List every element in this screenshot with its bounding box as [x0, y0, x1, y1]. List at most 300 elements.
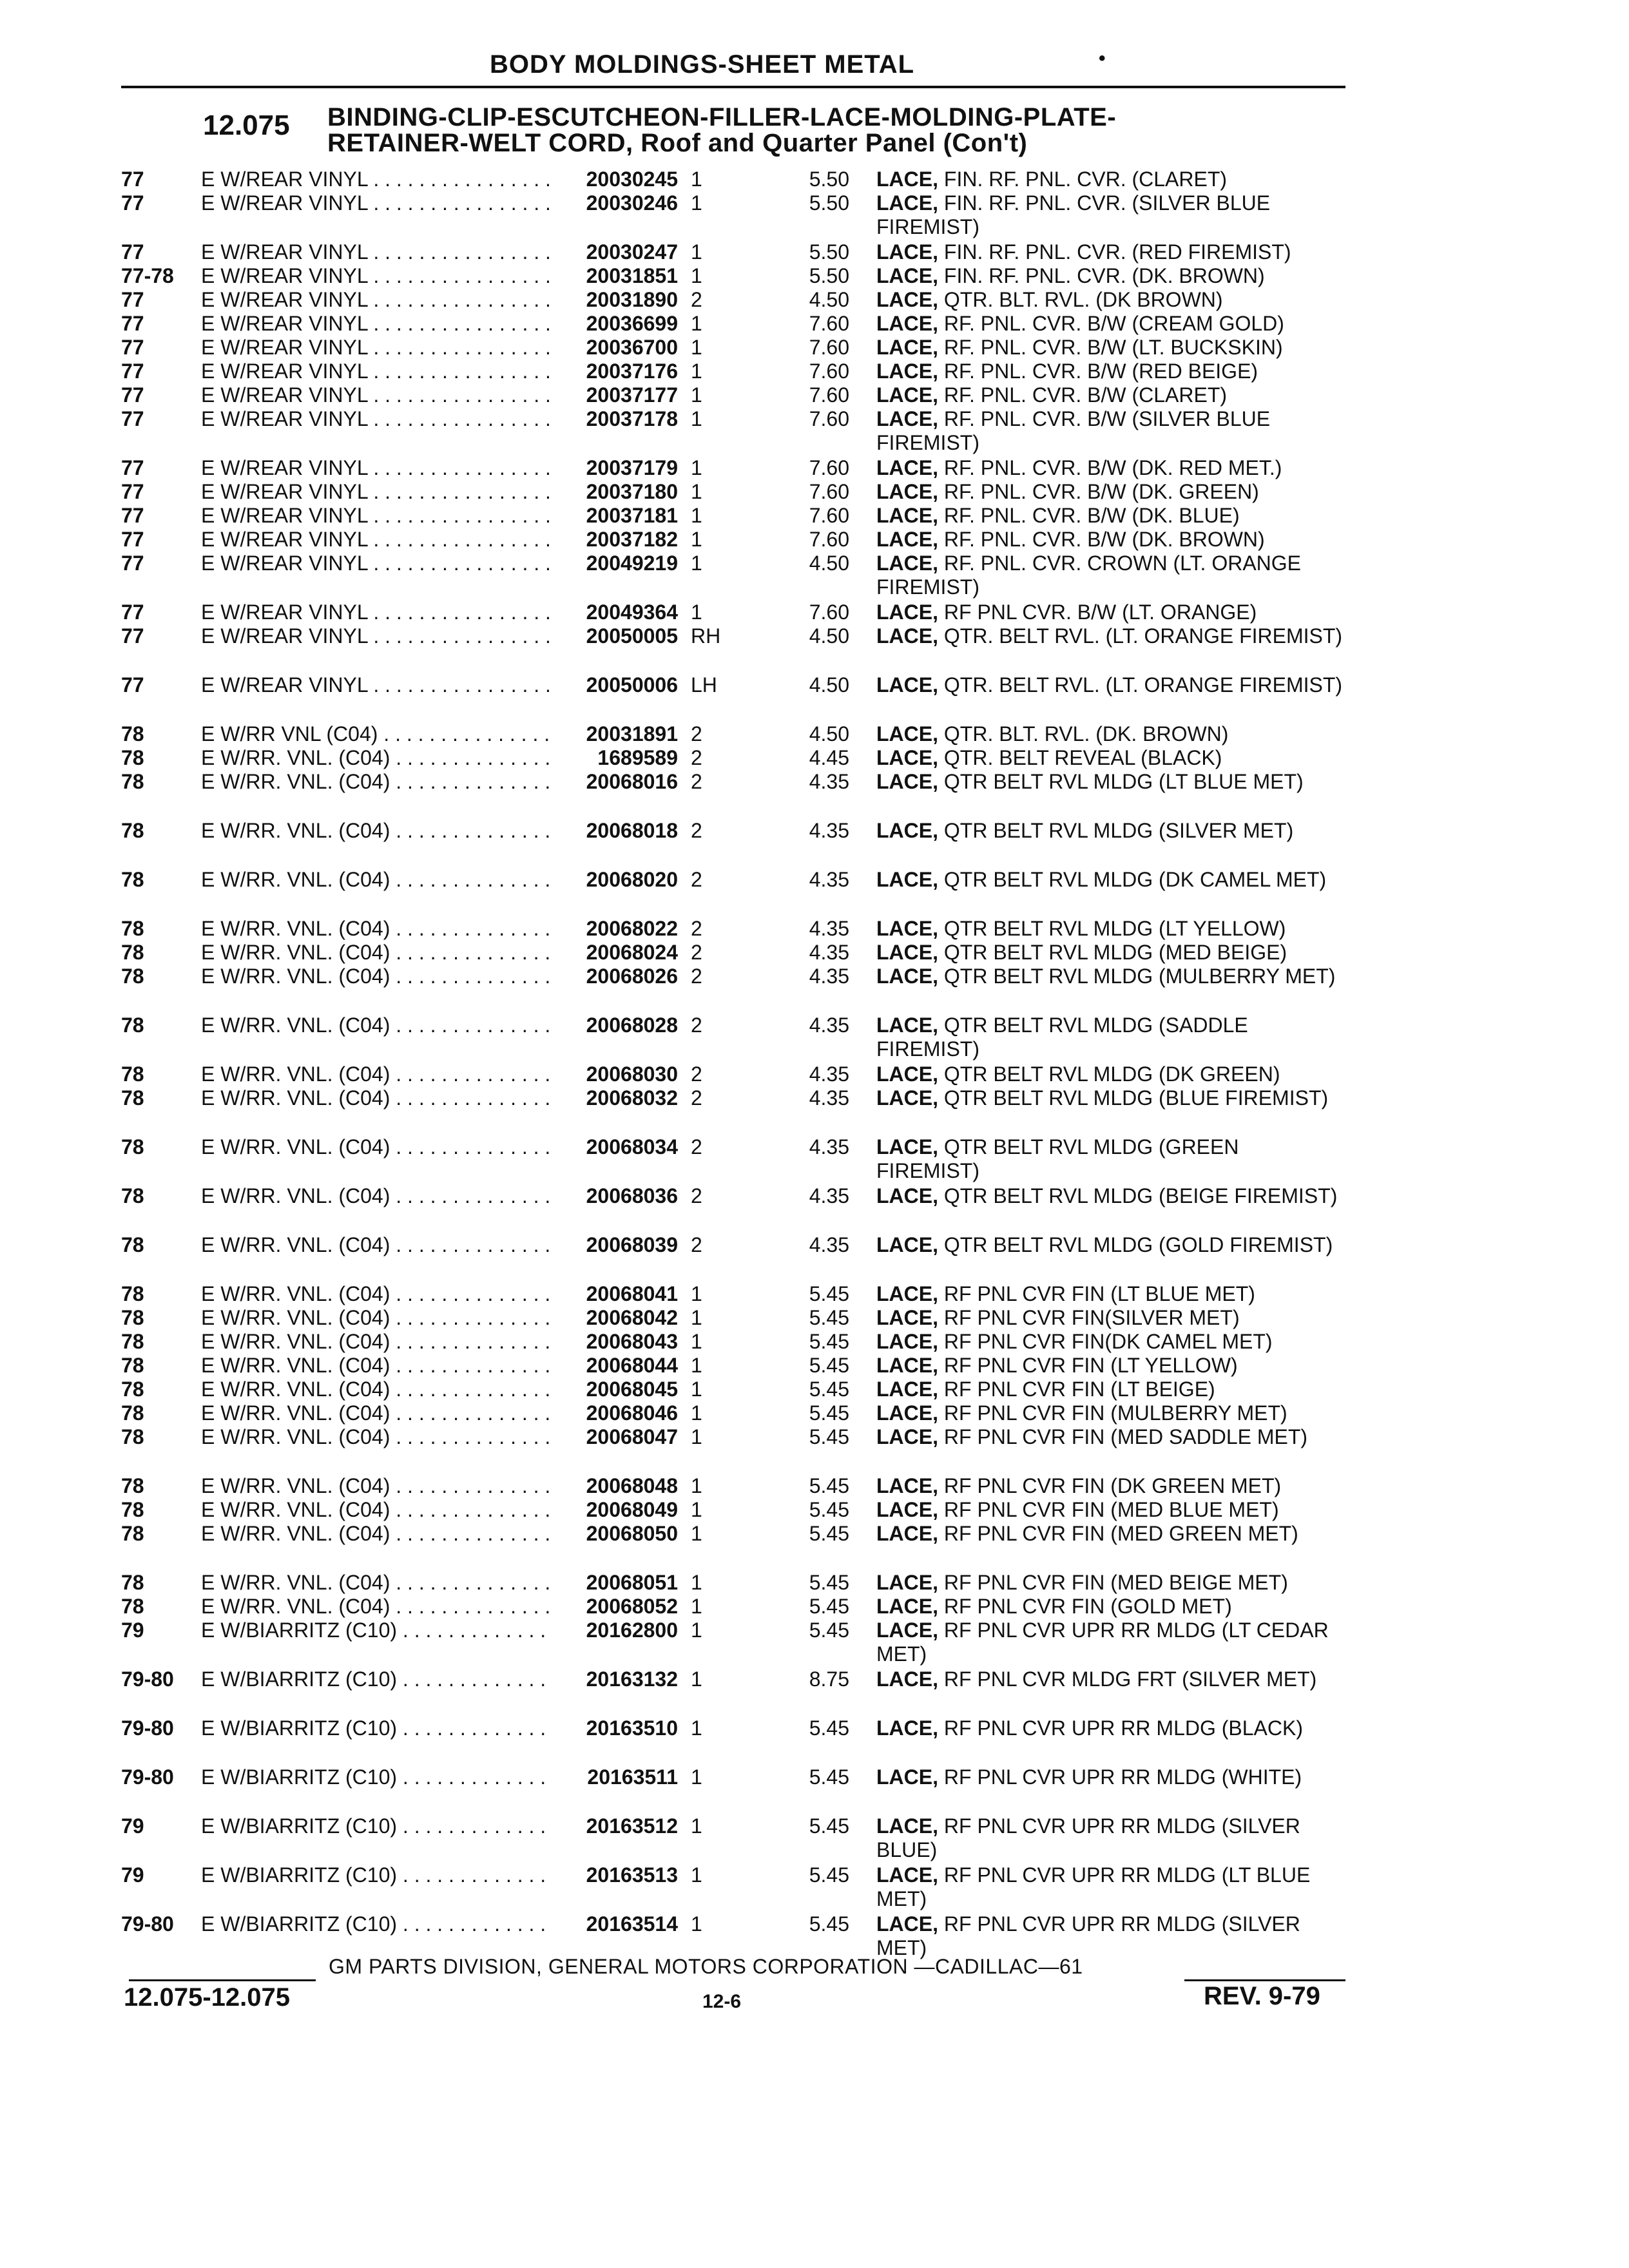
note-cell: E W/REAR VINYL . . . [201, 312, 549, 336]
note-cell: E W/REAR VINYL . . . [201, 360, 549, 383]
page-header-title: BODY MOLDINGS-SHEET METAL [490, 50, 915, 79]
description-cell: LACE, QTR BELT RVL MLDG (SILVER MET) [876, 819, 1294, 842]
quantity-cell: 1 [691, 1354, 702, 1377]
note-cell: E W/REAR VINYL . . . [201, 191, 549, 215]
part-number-cell: 20068049 [555, 1498, 678, 1522]
note-cell: E W/REAR VINYL . . . [201, 383, 549, 407]
note-cell: E W/REAR VINYL . . . [201, 480, 549, 504]
section-number: 12.075 [203, 110, 290, 141]
note-cell: E W/RR. VNL. (C04) . . . [201, 1474, 549, 1498]
note-cell: E W/RR. VNL. (C04) . . . [201, 941, 549, 965]
year-cell: 77 [121, 383, 144, 407]
note-cell: E W/BIARRITZ (C10) . . . [201, 1667, 549, 1691]
price-cell: 5.45 [809, 1401, 849, 1425]
quantity-cell: 2 [691, 288, 702, 311]
part-number-cell: 20050006 [555, 673, 678, 697]
description-cell: LACE, RF. PNL. CVR. B/W (CREAM GOLD) [876, 312, 1284, 335]
footer-rule-left [129, 1979, 316, 1981]
description-cell: LACE, RF PNL CVR UPR RR MLDG (BLACK) [876, 1716, 1303, 1740]
part-number-cell: 20163513 [555, 1863, 678, 1887]
year-cell: 78 [121, 1401, 144, 1425]
part-number-cell: 20031891 [555, 722, 678, 746]
price-cell: 4.35 [809, 1014, 849, 1037]
part-number-cell: 20162800 [555, 1619, 678, 1642]
part-number-cell: 20031851 [555, 264, 678, 288]
description-cell: LACE, RF PNL CVR FIN(SILVER MET) [876, 1306, 1240, 1329]
part-number-cell: 20068046 [555, 1401, 678, 1425]
note-cell: E W/REAR VINYL . . . [201, 552, 549, 575]
note-cell: E W/RR. VNL. (C04) . . . [201, 746, 549, 770]
year-cell: 78 [121, 722, 144, 745]
part-number-cell: 20068026 [555, 965, 678, 988]
note-cell: E W/RR. VNL. (C04) . . . [201, 965, 549, 988]
price-cell: 8.75 [809, 1667, 849, 1691]
quantity-cell: 2 [691, 770, 702, 793]
year-cell: 78 [121, 1062, 144, 1086]
note-cell: E W/RR. VNL. (C04) . . . [201, 1522, 549, 1546]
header-mark: • [1099, 48, 1106, 69]
quantity-cell: 2 [691, 965, 702, 988]
quantity-cell: 1 [691, 312, 702, 335]
quantity-cell: 1 [691, 240, 702, 264]
part-number-cell: 20049364 [555, 601, 678, 624]
description-cell: LACE, RF. PNL. CVR. B/W (RED BEIGE) [876, 360, 1258, 383]
description-cell: LACE, RF. PNL. CVR. CROWN (LT. ORANGE FIREMIST) [876, 552, 1302, 599]
quantity-cell: 1 [691, 1863, 702, 1887]
year-cell: 79-80 [121, 1716, 174, 1740]
price-cell: 4.35 [809, 941, 849, 964]
description-cell: LACE, RF. PNL. CVR. B/W (LT. BUCKSKIN) [876, 336, 1283, 359]
price-cell: 7.60 [809, 312, 849, 335]
description-cell: LACE, RF PNL CVR UPR RR MLDG (SILVER BLUE) [876, 1814, 1300, 1861]
price-cell: 4.35 [809, 965, 849, 988]
quantity-cell: 1 [691, 168, 702, 191]
footer-section-range: 12.075-12.075 [124, 1983, 291, 2012]
description-cell: LACE, QTR BELT RVL MLDG (GOLD FIREMIST) [876, 1233, 1333, 1256]
note-cell: E W/RR. VNL. (C04) . . . [201, 1401, 549, 1425]
part-number-cell: 20068018 [555, 819, 678, 843]
quantity-cell: 1 [691, 1571, 702, 1594]
note-cell: E W/RR. VNL. (C04) . . . [201, 1595, 549, 1619]
note-cell: E W/RR. VNL. (C04) . . . [201, 917, 549, 941]
price-cell: 4.35 [809, 1135, 849, 1158]
part-number-cell: 20163511 [555, 1765, 678, 1789]
note-cell: E W/RR. VNL. (C04) . . . [201, 1571, 549, 1595]
price-cell: 7.60 [809, 456, 849, 479]
quantity-cell: 1 [691, 1814, 702, 1838]
note-cell: E W/REAR VINYL . . . [201, 528, 549, 552]
description-cell: LACE, RF PNL CVR UPR RR MLDG (SILVER MET) [876, 1912, 1300, 1959]
part-number-cell: 20163514 [555, 1912, 678, 1936]
quantity-cell: 2 [691, 1233, 702, 1256]
description-cell: LACE, FIN. RF. PNL. CVR. (CLARET) [876, 168, 1228, 191]
year-cell: 78 [121, 1086, 144, 1110]
price-cell: 5.50 [809, 264, 849, 287]
note-cell: E W/REAR VINYL . . . [201, 168, 549, 191]
year-cell: 77 [121, 407, 144, 430]
description-cell: LACE, RF PNL CVR FIN (LT YELLOW) [876, 1354, 1238, 1377]
part-number-cell: 20030246 [555, 191, 678, 215]
quantity-cell: 2 [691, 1135, 702, 1158]
year-cell: 77 [121, 191, 144, 215]
description-cell: LACE, QTR. BELT RVL. (LT. ORANGE FIREMIST) [876, 673, 1343, 697]
year-cell: 77 [121, 504, 144, 527]
description-cell: LACE, RF. PNL. CVR. B/W (SILVER BLUE FIREMIST) [876, 407, 1271, 454]
price-cell: 4.35 [809, 1086, 849, 1110]
year-cell: 79 [121, 1814, 144, 1838]
quantity-cell: 2 [691, 746, 702, 769]
price-cell: 5.45 [809, 1474, 849, 1497]
price-cell: 7.60 [809, 528, 849, 551]
description-cell: LACE, FIN. RF. PNL. CVR. (SILVER BLUE FIREMIST) [876, 191, 1271, 238]
note-cell: E W/REAR VINYL . . . [201, 264, 549, 288]
quantity-cell: 1 [691, 360, 702, 383]
note-cell: E W/RR. VNL. (C04) . . . [201, 868, 549, 892]
note-cell: E W/BIARRITZ (C10) . . . [201, 1814, 549, 1838]
price-cell: 5.45 [809, 1814, 849, 1838]
note-cell: E W/REAR VINYL . . . [201, 407, 549, 431]
part-number-cell: 20030247 [555, 240, 678, 264]
year-cell: 78 [121, 1233, 144, 1256]
description-cell: LACE, FIN. RF. PNL. CVR. (DK. BROWN) [876, 264, 1265, 287]
description-cell: LACE, RF. PNL. CVR. B/W (DK. GREEN) [876, 480, 1259, 503]
price-cell: 5.45 [809, 1571, 849, 1594]
quantity-cell: 1 [691, 528, 702, 551]
note-cell: E W/REAR VINYL . . . [201, 288, 549, 312]
year-cell: 78 [121, 917, 144, 940]
part-number-cell: 20068032 [555, 1086, 678, 1110]
year-cell: 77 [121, 624, 144, 648]
description-cell: LACE, RF. PNL. CVR. B/W (DK. RED MET.) [876, 456, 1282, 479]
year-cell: 77 [121, 552, 144, 575]
price-cell: 5.45 [809, 1306, 849, 1329]
price-cell: 7.60 [809, 360, 849, 383]
price-cell: 4.35 [809, 1062, 849, 1086]
note-cell: E W/REAR VINYL . . . [201, 240, 549, 264]
part-number-cell: 20068042 [555, 1306, 678, 1330]
quantity-cell: 1 [691, 1282, 702, 1305]
price-cell: 4.35 [809, 770, 849, 793]
note-cell: E W/RR. VNL. (C04) . . . [201, 819, 549, 843]
price-cell: 5.45 [809, 1282, 849, 1305]
year-cell: 77 [121, 480, 144, 503]
year-cell: 77 [121, 673, 144, 697]
note-cell: E W/BIARRITZ (C10) . . . [201, 1912, 549, 1936]
part-number-cell: 20037181 [555, 504, 678, 528]
price-cell: 5.45 [809, 1912, 849, 1936]
note-cell: E W/RR. VNL. (C04) . . . [201, 1378, 549, 1401]
quantity-cell: 1 [691, 1401, 702, 1425]
quantity-cell: 2 [691, 1086, 702, 1110]
quantity-cell: 1 [691, 1425, 702, 1448]
year-cell: 78 [121, 1595, 144, 1618]
quantity-cell: 1 [691, 407, 702, 430]
note-cell: E W/REAR VINYL . . . [201, 601, 549, 624]
description-cell: LACE, RF PNL CVR FIN (MED BLUE MET) [876, 1498, 1279, 1521]
description-cell: LACE, RF PNL CVR FIN (MED BEIGE MET) [876, 1571, 1288, 1594]
footer-rule-right [1184, 1979, 1345, 1981]
quantity-cell: 1 [691, 1330, 702, 1353]
part-number-cell: 20068047 [555, 1425, 678, 1449]
description-cell: LACE, RF PNL CVR FIN (DK GREEN MET) [876, 1474, 1282, 1497]
part-number-cell: 20068050 [555, 1522, 678, 1546]
note-cell: E W/RR. VNL. (C04) . . . [201, 1330, 549, 1354]
year-cell: 78 [121, 746, 144, 769]
part-number-cell: 20068045 [555, 1378, 678, 1401]
price-cell: 5.45 [809, 1330, 849, 1353]
note-cell: E W/BIARRITZ (C10) . . . [201, 1619, 549, 1642]
part-number-cell: 20068044 [555, 1354, 678, 1378]
quantity-cell: 1 [691, 1498, 702, 1521]
price-cell: 5.45 [809, 1354, 849, 1377]
part-number-cell: 20068043 [555, 1330, 678, 1354]
price-cell: 5.45 [809, 1619, 849, 1642]
year-cell: 79-80 [121, 1912, 174, 1936]
note-cell: E W/RR. VNL. (C04) . . . [201, 1184, 549, 1208]
quantity-cell: 2 [691, 1062, 702, 1086]
description-cell: LACE, QTR BELT RVL MLDG (LT BLUE MET) [876, 770, 1304, 793]
description-cell: LACE, RF PNL CVR FIN (LT BLUE MET) [876, 1282, 1255, 1305]
price-cell: 5.45 [809, 1716, 849, 1740]
year-cell: 78 [121, 941, 144, 964]
part-number-cell: 20068048 [555, 1474, 678, 1498]
description-cell: LACE, QTR. BLT. RVL. (DK. BROWN) [876, 722, 1229, 745]
price-cell: 4.35 [809, 868, 849, 891]
quantity-cell: 1 [691, 1306, 702, 1329]
year-cell: 78 [121, 1135, 144, 1158]
part-number-cell: 20163132 [555, 1667, 678, 1691]
price-cell: 5.45 [809, 1765, 849, 1789]
description-cell: LACE, RF PNL CVR MLDG FRT (SILVER MET) [876, 1667, 1317, 1691]
price-cell: 5.45 [809, 1378, 849, 1401]
year-cell: 77 [121, 528, 144, 551]
description-cell: LACE, RF PNL CVR UPR RR MLDG (LT BLUE MET) [876, 1863, 1311, 1910]
part-number-cell: 20068016 [555, 770, 678, 794]
year-cell: 77 [121, 288, 144, 311]
note-cell: E W/RR. VNL. (C04) . . . [201, 1306, 549, 1330]
quantity-cell: 2 [691, 1014, 702, 1037]
part-number-cell: 1689589 [555, 746, 678, 770]
description-cell: LACE, FIN. RF. PNL. CVR. (RED FIREMIST) [876, 240, 1291, 264]
year-cell: 77 [121, 360, 144, 383]
year-cell: 78 [121, 1014, 144, 1037]
quantity-cell: 2 [691, 819, 702, 842]
quantity-cell: 1 [691, 1619, 702, 1642]
price-cell: 4.50 [809, 624, 849, 648]
footer-revision: REV. 9-79 [1204, 1982, 1320, 2010]
description-cell: LACE, RF PNL CVR UPR RR MLDG (WHITE) [876, 1765, 1302, 1789]
description-cell: LACE, RF. PNL. CVR. B/W (CLARET) [876, 383, 1228, 407]
description-cell: LACE, RF. PNL. CVR. B/W (DK. BROWN) [876, 528, 1265, 551]
description-cell: LACE, QTR BELT RVL MLDG (MULBERRY MET) [876, 965, 1336, 988]
description-cell: LACE, QTR BELT RVL MLDG (MED BEIGE) [876, 941, 1287, 964]
part-number-cell: 20163510 [555, 1716, 678, 1740]
part-number-cell: 20030245 [555, 168, 678, 191]
quantity-cell: 1 [691, 552, 702, 575]
description-cell: LACE, QTR BELT RVL MLDG (SADDLE FIREMIST) [876, 1014, 1248, 1061]
part-number-cell: 20037180 [555, 480, 678, 504]
year-cell: 78 [121, 1498, 144, 1521]
part-number-cell: 20068028 [555, 1014, 678, 1037]
quantity-cell: LH [691, 673, 717, 697]
price-cell: 5.45 [809, 1522, 849, 1545]
year-cell: 77 [121, 240, 144, 264]
part-number-cell: 20037177 [555, 383, 678, 407]
part-number-cell: 20068039 [555, 1233, 678, 1257]
header-rule [121, 86, 1345, 88]
price-cell: 4.35 [809, 1184, 849, 1207]
quantity-cell: 1 [691, 1378, 702, 1401]
note-cell: E W/REAR VINYL . . . [201, 336, 549, 360]
quantity-cell: 2 [691, 868, 702, 891]
section-title-line1: BINDING-CLIP-ESCUTCHEON-FILLER-LACE-MOLDING-PLATE- [327, 103, 1117, 131]
price-cell: 5.50 [809, 168, 849, 191]
part-number-cell: 20068030 [555, 1062, 678, 1086]
description-cell: LACE, QTR BELT RVL MLDG (DK GREEN) [876, 1062, 1280, 1086]
year-cell: 77 [121, 601, 144, 624]
description-cell: LACE, RF PNL CVR FIN (MED GREEN MET) [876, 1522, 1298, 1545]
note-cell: E W/RR. VNL. (C04) . . . [201, 1282, 549, 1306]
year-cell: 77 [121, 312, 144, 335]
year-cell: 78 [121, 965, 144, 988]
description-cell: LACE, RF PNL CVR FIN (LT BEIGE) [876, 1378, 1215, 1401]
year-cell: 78 [121, 1474, 144, 1497]
note-cell: E W/RR. VNL. (C04) . . . [201, 1354, 549, 1378]
part-number-cell: 20050005 [555, 624, 678, 648]
price-cell: 4.50 [809, 722, 849, 745]
quantity-cell: 1 [691, 601, 702, 624]
quantity-cell: 1 [691, 1474, 702, 1497]
year-cell: 78 [121, 1354, 144, 1377]
description-cell: LACE, QTR. BLT. RVL. (DK BROWN) [876, 288, 1223, 311]
year-cell: 78 [121, 1330, 144, 1353]
part-number-cell: 20037182 [555, 528, 678, 552]
note-cell: E W/BIARRITZ (C10) . . . [201, 1716, 549, 1740]
description-cell: LACE, RF. PNL. CVR. B/W (DK. BLUE) [876, 504, 1240, 527]
quantity-cell: 1 [691, 1522, 702, 1545]
year-cell: 77 [121, 168, 144, 191]
description-cell: LACE, QTR BELT RVL MLDG (BLUE FIREMIST) [876, 1086, 1329, 1110]
price-cell: 4.35 [809, 917, 849, 940]
description-cell: LACE, QTR. BELT RVL. (LT. ORANGE FIREMIST) [876, 624, 1343, 648]
year-cell: 78 [121, 1425, 144, 1448]
part-number-cell: 20068041 [555, 1282, 678, 1306]
section-title-line2: RETAINER-WELT CORD, Roof and Quarter Panel (Con't) [327, 129, 1028, 157]
footer-text: GM PARTS DIVISION, GENERAL MOTORS CORPORATION —CADILLAC—61 [329, 1955, 1083, 1978]
note-cell: E W/RR. VNL. (C04) . . . [201, 1233, 549, 1257]
quantity-cell: 2 [691, 941, 702, 964]
quantity-cell: 1 [691, 383, 702, 407]
price-cell: 5.45 [809, 1498, 849, 1521]
year-cell: 79-80 [121, 1667, 174, 1691]
part-number-cell: 20049219 [555, 552, 678, 575]
part-number-cell: 20068034 [555, 1135, 678, 1159]
price-cell: 4.35 [809, 1233, 849, 1256]
quantity-cell: 2 [691, 917, 702, 940]
quantity-cell: 2 [691, 1184, 702, 1207]
description-cell: LACE, RF PNL CVR FIN (MULBERRY MET) [876, 1401, 1287, 1425]
description-cell: LACE, QTR BELT RVL MLDG (BEIGE FIREMIST) [876, 1184, 1338, 1207]
year-cell: 77-78 [121, 264, 174, 287]
description-cell: LACE, RF PNL CVR FIN (GOLD MET) [876, 1595, 1232, 1618]
note-cell: E W/RR. VNL. (C04) . . . [201, 1062, 549, 1086]
note-cell: E W/REAR VINYL . . . [201, 624, 549, 648]
price-cell: 4.50 [809, 673, 849, 697]
part-number-cell: 20037178 [555, 407, 678, 431]
year-cell: 78 [121, 1571, 144, 1594]
description-cell: LACE, QTR BELT RVL MLDG (GREEN FIREMIST) [876, 1135, 1239, 1182]
price-cell: 7.60 [809, 480, 849, 503]
note-cell: E W/BIARRITZ (C10) . . . [201, 1863, 549, 1887]
quantity-cell: 1 [691, 480, 702, 503]
quantity-cell: 1 [691, 336, 702, 359]
part-number-cell: 20163512 [555, 1814, 678, 1838]
quantity-cell: 1 [691, 1912, 702, 1936]
year-cell: 78 [121, 1522, 144, 1545]
year-cell: 79 [121, 1863, 144, 1887]
price-cell: 4.45 [809, 746, 849, 769]
price-cell: 5.45 [809, 1863, 849, 1887]
quantity-cell: 1 [691, 1667, 702, 1691]
year-cell: 77 [121, 336, 144, 359]
part-number-cell: 20068022 [555, 917, 678, 941]
note-cell: E W/RR. VNL. (C04) . . . [201, 1498, 549, 1522]
quantity-cell: 1 [691, 1765, 702, 1789]
note-cell: E W/RR. VNL. (C04) . . . [201, 1086, 549, 1110]
price-cell: 5.45 [809, 1425, 849, 1448]
note-cell: E W/RR. VNL. (C04) . . . [201, 770, 549, 794]
part-number-cell: 20068051 [555, 1571, 678, 1595]
year-cell: 78 [121, 868, 144, 891]
quantity-cell: 1 [691, 264, 702, 287]
description-cell: LACE, RF PNL CVR FIN (MED SADDLE MET) [876, 1425, 1308, 1448]
description-cell: LACE, RF PNL CVR UPR RR MLDG (LT CEDAR MET) [876, 1619, 1329, 1666]
year-cell: 77 [121, 456, 144, 479]
part-number-cell: 20031890 [555, 288, 678, 312]
description-cell: LACE, QTR BELT RVL MLDG (DK CAMEL MET) [876, 868, 1327, 891]
description-cell: LACE, RF PNL CVR FIN(DK CAMEL MET) [876, 1330, 1273, 1353]
price-cell: 7.60 [809, 407, 849, 430]
quantity-cell: 1 [691, 191, 702, 215]
year-cell: 78 [121, 770, 144, 793]
part-number-cell: 20036699 [555, 312, 678, 336]
description-cell: LACE, QTR. BELT REVEAL (BLACK) [876, 746, 1222, 769]
part-number-cell: 20037179 [555, 456, 678, 480]
note-cell: E W/REAR VINYL . . . [201, 456, 549, 480]
price-cell: 7.60 [809, 601, 849, 624]
part-number-cell: 20068036 [555, 1184, 678, 1208]
quantity-cell: 2 [691, 722, 702, 745]
note-cell: E W/RR. VNL. (C04) . . . [201, 1014, 549, 1037]
quantity-cell: 1 [691, 1595, 702, 1618]
part-number-cell: 20068024 [555, 941, 678, 965]
year-cell: 78 [121, 819, 144, 842]
part-number-cell: 20037176 [555, 360, 678, 383]
quantity-cell: 1 [691, 456, 702, 479]
part-number-cell: 20068052 [555, 1595, 678, 1619]
price-cell: 4.35 [809, 819, 849, 842]
part-number-cell: 20068020 [555, 868, 678, 892]
note-cell: E W/REAR VINYL . . . [201, 504, 549, 528]
quantity-cell: 1 [691, 504, 702, 527]
quantity-cell: 1 [691, 1716, 702, 1740]
price-cell: 5.50 [809, 191, 849, 215]
description-cell: LACE, RF PNL CVR. B/W (LT. ORANGE) [876, 601, 1257, 624]
description-cell: LACE, QTR BELT RVL MLDG (LT YELLOW) [876, 917, 1286, 940]
year-cell: 78 [121, 1184, 144, 1207]
footer-page-number: 12-6 [702, 1991, 742, 2012]
price-cell: 7.60 [809, 504, 849, 527]
